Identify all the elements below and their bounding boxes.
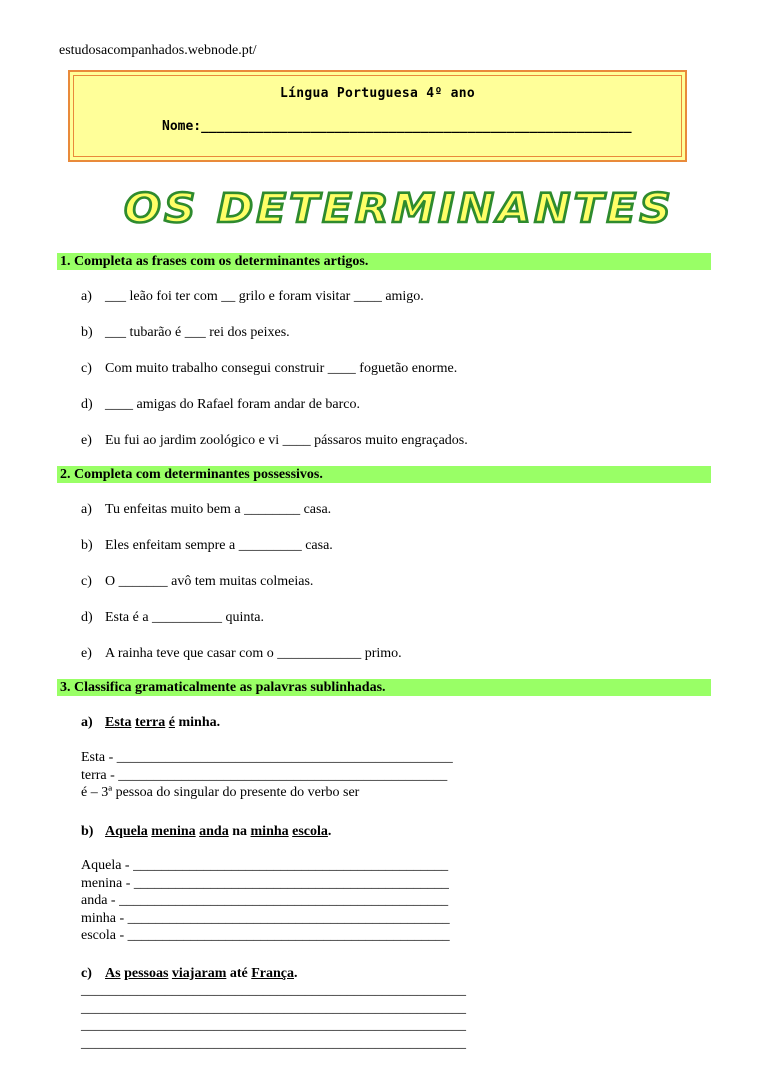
underlined-word: França [251,966,295,981]
subject-grade: Língua Portuguesa 4º ano [279,86,476,101]
item-text: ___ leão foi ter com __ grilo e foram visitar ____ amigo. [105,289,424,304]
exercise-item [81,325,290,341]
answer-line: terra - _______________________________________________ [81,767,448,783]
underlined-word: anda [199,824,229,839]
exercise-item [81,397,360,413]
section-2-heading: 2. Completa com determinantes possessivos. [57,466,711,483]
underlined-word: Esta [105,715,132,730]
answer-line: menina - _____________________________________________ [81,875,449,891]
item-text: ____ amigas do Rafael foram andar de barco. [105,397,361,412]
sentence-text: minha. [174,715,221,730]
item-label: a) [81,715,93,730]
header-box [68,70,687,162]
item-label: c) [81,361,92,376]
answer-line: _______________________________________________________ [81,1018,466,1033]
classify-sentence-b [81,824,331,840]
section-3-heading: 3. Classifica gramaticalmente as palavras sublinhadas. [57,679,711,696]
item-text: O _______ avô tem muitas colmeias. [105,574,314,589]
item-label: c) [81,966,92,981]
classify-sentence-c [81,966,298,982]
sentence-text: na [228,824,251,839]
underlined-word: escola [292,824,328,839]
underlined-word: As [105,966,121,981]
underlined-word: é [168,715,175,730]
item-text: Eu fui ao jardim zoológico e vi ____ pássaros muito engraçados. [105,433,468,448]
exercise-item [81,646,402,662]
underlined-word: viajaram [171,966,227,981]
item-label: c) [81,574,92,589]
answer-line: Aquela - _____________________________________________ [81,858,449,873]
page-title-graphic [120,182,680,232]
item-label: b) [81,325,93,340]
item-text: Tu enfeitas muito bem a ________ casa. [105,502,332,517]
item-label: a) [81,289,92,304]
underlined-word: menina [151,824,196,839]
page-title: OS DETERMINANTES [124,186,674,232]
exercise-item [81,502,331,518]
answer-line: minha - ______________________________________________ [81,910,450,926]
item-label: e) [81,433,92,448]
section-1-heading: 1. Completa as frases com os determinantes artigos. [57,253,711,270]
item-label: d) [81,397,93,412]
item-label: e) [81,646,92,661]
answer-line: é – 3ª pessoa do singular do presente do verbo ser [81,785,360,800]
sentence-text: até [226,966,252,981]
underlined-word: terra [134,715,166,730]
underlined-word: minha [250,824,289,839]
item-label: d) [81,610,93,625]
item-label: a) [81,502,92,517]
answer-line: anda - _______________________________________________ [81,893,449,908]
name-field: Nome:_______________________________________________________ [162,119,632,134]
underlined-word: pessoas [124,966,169,981]
item-text: A rainha teve que casar com o ____________ primo. [105,646,402,661]
classify-sentence-a [81,715,220,731]
exercise-item [81,538,333,554]
answer-line: _______________________________________________________ [81,983,466,998]
item-label: b) [81,824,94,839]
sentence-text: . [294,966,298,981]
item-label: b) [81,538,93,553]
exercise-item [81,433,468,449]
answer-line: Esta - ________________________________________________ [81,750,453,765]
answer-line: _______________________________________________________ [81,1035,466,1051]
answer-line: escola - ______________________________________________ [81,928,450,943]
item-text: Com muito trabalho consegui construir ____ foguetão enorme. [105,361,458,376]
exercise-item [81,361,457,377]
item-text: ___ tubarão é ___ rei dos peixes. [105,325,290,340]
exercise-item [81,289,424,305]
item-text: Eles enfeitam sempre a _________ casa. [105,538,333,553]
source-url: estudosacompanhados.webnode.pt/ [59,43,257,58]
exercise-item [81,610,264,626]
answer-line: _______________________________________________________ [81,1000,466,1016]
underlined-word: Aquela [105,824,148,839]
item-text: Esta é a __________ quinta. [105,610,265,625]
sentence-text: . [327,824,332,839]
exercise-item [81,574,313,590]
